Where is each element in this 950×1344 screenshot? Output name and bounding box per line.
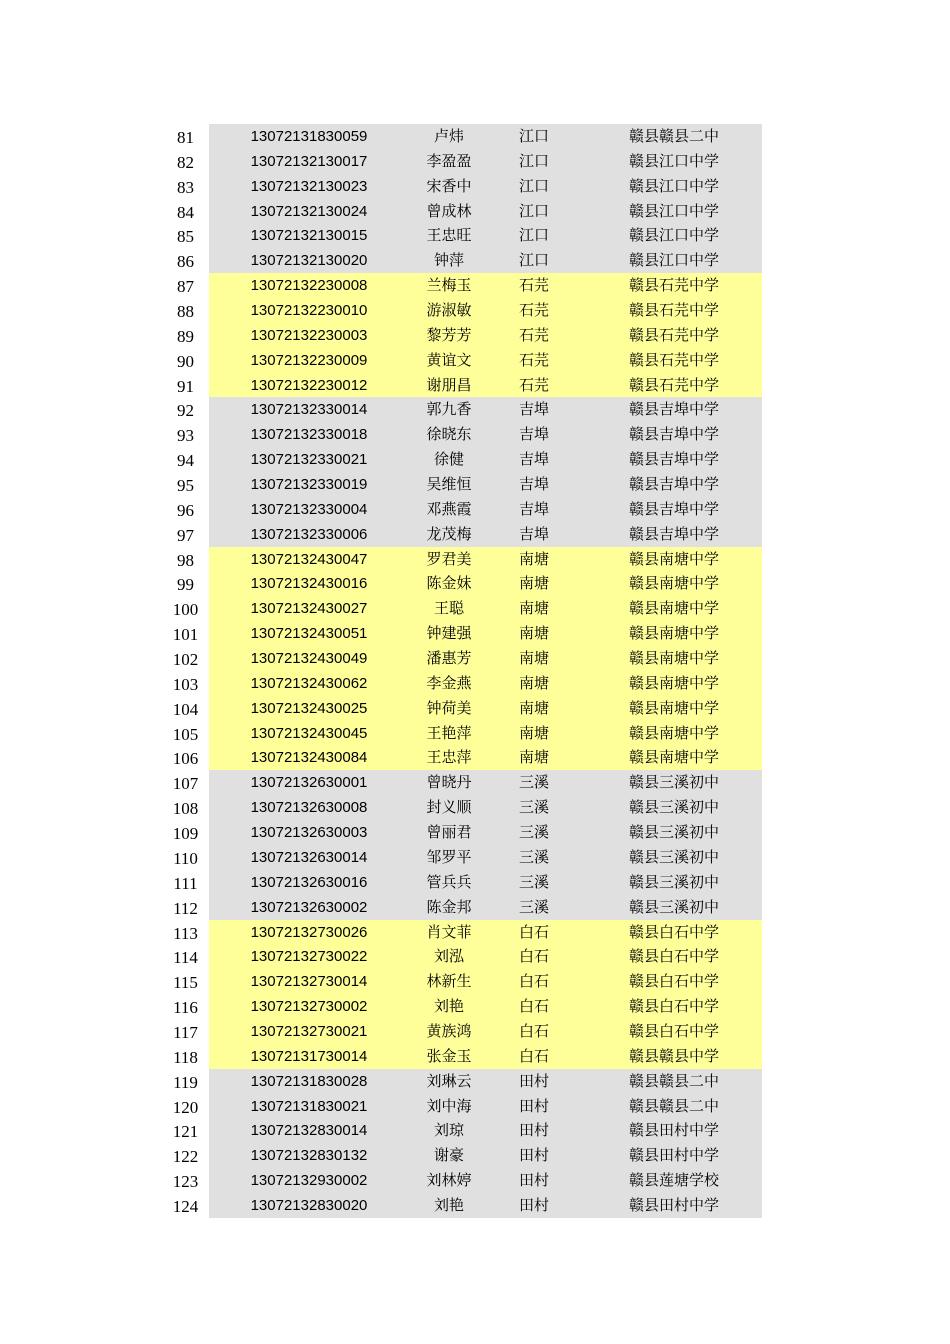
school-cell: 赣县吉埠中学 <box>628 425 719 444</box>
town-cell: 吉埠 <box>518 425 549 444</box>
candidate-id-cell: 13072132430047 <box>250 550 368 568</box>
candidate-id-cell: 13072132730014 <box>250 973 368 991</box>
row-number: 114 <box>162 944 209 969</box>
row-number: 113 <box>162 920 209 945</box>
school-cell: 赣县莲塘学校 <box>628 1171 719 1190</box>
school-cell: 赣县南塘中学 <box>628 649 719 668</box>
candidate-id-cell: 13072132630008 <box>250 799 368 817</box>
candidate-id-cell: 13072132230010 <box>250 302 368 320</box>
name-cell: 郭九香 <box>426 400 472 419</box>
candidate-id-cell: 13072132430051 <box>250 625 368 643</box>
candidate-id-cell: 13072131830059 <box>250 128 368 145</box>
row-number: 88 <box>162 298 209 323</box>
row-number: 98 <box>162 547 209 572</box>
table-row <box>162 795 762 820</box>
school-cell: 赣县三溪初中 <box>628 897 719 916</box>
candidate-id-cell: 13072132430062 <box>250 674 368 692</box>
candidate-id-cell: 13072131830028 <box>250 1072 368 1090</box>
row-number: 105 <box>162 721 209 746</box>
table-row <box>162 621 762 646</box>
name-cell: 谢豪 <box>433 1146 464 1165</box>
name-cell: 曾丽君 <box>426 823 472 842</box>
candidate-id-cell: 13072132630016 <box>250 873 368 891</box>
candidate-id-cell: 13072132430016 <box>250 575 368 593</box>
candidate-id-cell: 13072132630003 <box>250 824 368 842</box>
town-cell: 田村 <box>518 1071 549 1090</box>
candidate-id-cell: 13072132130023 <box>250 177 368 195</box>
name-cell: 刘琳云 <box>426 1071 472 1090</box>
row-number: 124 <box>162 1193 209 1218</box>
table-row <box>162 397 762 422</box>
name-cell: 钟荷美 <box>426 698 472 717</box>
town-cell: 田村 <box>518 1146 549 1165</box>
table-row <box>162 1118 762 1143</box>
row-number: 89 <box>162 323 209 348</box>
row-number: 81 <box>162 124 209 149</box>
town-cell: 江口 <box>518 151 549 170</box>
row-number: 108 <box>162 795 209 820</box>
table-row <box>162 199 762 224</box>
town-cell: 吉埠 <box>518 475 549 494</box>
school-cell: 赣县江口中学 <box>628 251 719 270</box>
row-number: 107 <box>162 770 209 795</box>
school-cell: 赣县白石中学 <box>628 947 719 966</box>
school-cell: 赣县南塘中学 <box>628 624 719 643</box>
school-cell: 赣县吉埠中学 <box>628 475 719 494</box>
school-cell: 赣县吉埠中学 <box>628 400 719 419</box>
school-cell: 赣县赣县二中 <box>628 127 719 145</box>
candidate-id-cell: 13072132730022 <box>250 948 368 966</box>
table-row <box>162 696 762 721</box>
row-number: 120 <box>162 1094 209 1119</box>
town-cell: 三溪 <box>518 773 549 792</box>
candidate-id-cell: 13072132130017 <box>250 152 368 170</box>
town-cell: 白石 <box>518 1021 549 1040</box>
candidate-id-cell: 13072132730021 <box>250 1022 368 1040</box>
town-cell: 吉埠 <box>518 400 549 419</box>
table-row <box>162 969 762 994</box>
name-cell: 刘林婷 <box>426 1171 472 1190</box>
candidate-id-cell: 13072132430025 <box>250 699 368 717</box>
name-cell: 管兵兵 <box>426 872 472 891</box>
table-row <box>162 447 762 472</box>
town-cell: 南塘 <box>518 624 549 643</box>
row-number: 104 <box>162 696 209 721</box>
table-row <box>162 1094 762 1119</box>
candidate-id-cell: 13072132730002 <box>250 998 368 1016</box>
row-number: 97 <box>162 522 209 547</box>
town-cell: 三溪 <box>518 823 549 842</box>
town-cell: 江口 <box>518 176 549 195</box>
town-cell: 南塘 <box>518 723 549 742</box>
row-number: 121 <box>162 1118 209 1143</box>
town-cell: 三溪 <box>518 847 549 866</box>
school-cell: 赣县石芫中学 <box>628 301 719 320</box>
candidate-id-cell: 13072132330004 <box>250 500 368 518</box>
row-number: 90 <box>162 348 209 373</box>
town-cell: 南塘 <box>518 549 549 568</box>
town-cell: 白石 <box>518 972 549 991</box>
name-cell: 刘泓 <box>433 947 464 966</box>
name-cell: 李盈盈 <box>426 151 472 170</box>
table-row <box>162 895 762 920</box>
candidate-id-cell: 13072131730014 <box>250 1047 368 1065</box>
school-cell: 赣县三溪初中 <box>628 872 719 891</box>
name-cell: 兰梅玉 <box>426 276 472 295</box>
town-cell: 江口 <box>518 201 549 220</box>
row-number: 93 <box>162 422 209 447</box>
town-cell: 石芫 <box>518 301 549 320</box>
name-cell: 潘惠芳 <box>426 649 472 668</box>
row-number: 85 <box>162 223 209 248</box>
name-cell: 钟建强 <box>426 624 472 643</box>
name-cell: 邹罗平 <box>426 847 472 866</box>
school-cell: 赣县三溪初中 <box>628 847 719 866</box>
name-cell: 肖文菲 <box>426 922 472 941</box>
row-number: 109 <box>162 820 209 845</box>
town-cell: 田村 <box>518 1121 549 1140</box>
town-cell: 江口 <box>518 127 549 145</box>
school-cell: 赣县南塘中学 <box>628 574 719 593</box>
name-cell: 邓燕霞 <box>426 499 472 518</box>
candidate-id-cell: 13072132830014 <box>250 1122 368 1140</box>
table-row <box>162 497 762 522</box>
table-row <box>162 547 762 572</box>
school-cell: 赣县赣县二中 <box>628 1096 719 1115</box>
table-row <box>162 944 762 969</box>
candidate-id-cell: 13072132630002 <box>250 898 368 916</box>
table-row <box>162 323 762 348</box>
row-number: 86 <box>162 248 209 273</box>
row-number: 116 <box>162 994 209 1019</box>
row-number: 102 <box>162 646 209 671</box>
school-cell: 赣县石芫中学 <box>628 375 719 394</box>
name-cell: 王忠旺 <box>426 226 472 245</box>
name-cell: 李金燕 <box>426 673 472 692</box>
town-cell: 石芫 <box>518 350 549 369</box>
table-row <box>162 671 762 696</box>
town-cell: 南塘 <box>518 698 549 717</box>
table-row <box>162 472 762 497</box>
school-cell: 赣县赣县二中 <box>628 1071 719 1090</box>
name-cell: 徐健 <box>433 450 464 469</box>
name-cell: 刘中海 <box>426 1096 472 1115</box>
row-number: 103 <box>162 671 209 696</box>
town-cell: 白石 <box>518 922 549 941</box>
candidate-id-cell: 13072131830021 <box>250 1097 368 1115</box>
school-cell: 赣县吉埠中学 <box>628 524 719 543</box>
town-cell: 南塘 <box>518 649 549 668</box>
school-cell: 赣县南塘中学 <box>628 549 719 568</box>
row-number: 115 <box>162 969 209 994</box>
name-cell: 罗君美 <box>426 549 472 568</box>
row-number: 118 <box>162 1044 209 1069</box>
name-cell: 钟萍 <box>433 251 464 270</box>
candidate-id-cell: 13072132930002 <box>250 1172 368 1190</box>
table-row <box>162 571 762 596</box>
row-number: 95 <box>162 472 209 497</box>
candidate-id-cell: 13072132430045 <box>250 724 368 742</box>
candidate-id-cell: 13072132330021 <box>250 451 368 469</box>
name-cell: 曾晓丹 <box>426 773 472 792</box>
town-cell: 田村 <box>518 1171 549 1190</box>
table-row <box>162 248 762 273</box>
row-number: 87 <box>162 273 209 298</box>
row-number: 101 <box>162 621 209 646</box>
school-cell: 赣县石芫中学 <box>628 350 719 369</box>
table-row <box>162 920 762 945</box>
table-row <box>162 596 762 621</box>
candidate-id-cell: 13072132330019 <box>250 476 368 494</box>
town-cell: 白石 <box>518 997 549 1016</box>
school-cell: 赣县白石中学 <box>628 1021 719 1040</box>
candidate-id-cell: 13072132430027 <box>250 600 368 618</box>
table-row <box>162 422 762 447</box>
school-cell: 赣县三溪初中 <box>628 823 719 842</box>
table-row <box>162 646 762 671</box>
row-number: 94 <box>162 447 209 472</box>
row-number: 96 <box>162 497 209 522</box>
name-cell: 陈金邦 <box>426 897 472 916</box>
school-cell: 赣县南塘中学 <box>628 673 719 692</box>
row-number: 84 <box>162 199 209 224</box>
name-cell: 黄谊文 <box>426 350 472 369</box>
row-number: 123 <box>162 1168 209 1193</box>
table-row <box>162 348 762 373</box>
candidate-id-cell: 13072132330014 <box>250 401 368 419</box>
name-cell: 封义顺 <box>426 798 472 817</box>
school-cell: 赣县田村中学 <box>628 1195 719 1214</box>
town-cell: 三溪 <box>518 872 549 891</box>
table-row <box>162 522 762 547</box>
row-number: 119 <box>162 1069 209 1094</box>
name-cell: 刘艳 <box>433 1195 464 1214</box>
name-cell: 吴维恒 <box>426 475 472 494</box>
table-row <box>162 149 762 174</box>
table-row <box>162 273 762 298</box>
school-cell: 赣县南塘中学 <box>628 599 719 618</box>
candidate-id-cell: 13072132130015 <box>250 227 368 245</box>
town-cell: 南塘 <box>518 748 549 767</box>
school-cell: 赣县南塘中学 <box>628 698 719 717</box>
town-cell: 江口 <box>518 226 549 245</box>
school-cell: 赣县白石中学 <box>628 972 719 991</box>
school-cell: 赣县江口中学 <box>628 201 719 220</box>
name-cell: 曾成林 <box>426 201 472 220</box>
name-cell: 张金玉 <box>426 1046 472 1065</box>
candidate-id-cell: 13072132230012 <box>250 376 368 394</box>
school-cell: 赣县吉埠中学 <box>628 450 719 469</box>
table-row <box>162 1143 762 1168</box>
row-number: 83 <box>162 174 209 199</box>
candidate-id-cell: 13072132630001 <box>250 774 368 792</box>
candidate-id-cell: 13072132330018 <box>250 426 368 444</box>
town-cell: 白石 <box>518 947 549 966</box>
town-cell: 南塘 <box>518 673 549 692</box>
name-cell: 王聪 <box>433 599 464 618</box>
table-row <box>162 1168 762 1193</box>
name-cell: 卢炜 <box>433 127 464 145</box>
row-number: 92 <box>162 397 209 422</box>
name-cell: 王忠萍 <box>426 748 472 767</box>
name-cell: 王艳萍 <box>426 723 472 742</box>
table-row <box>162 1044 762 1069</box>
name-cell: 刘艳 <box>433 997 464 1016</box>
table-row <box>162 870 762 895</box>
name-cell: 陈金妹 <box>426 574 472 593</box>
school-cell: 赣县白石中学 <box>628 922 719 941</box>
table-row <box>162 1019 762 1044</box>
row-number: 100 <box>162 596 209 621</box>
row-number: 112 <box>162 895 209 920</box>
town-cell: 石芫 <box>518 325 549 344</box>
row-number: 111 <box>162 870 209 895</box>
table-row <box>162 770 762 795</box>
town-cell: 南塘 <box>518 574 549 593</box>
table-row <box>162 298 762 323</box>
school-cell: 赣县田村中学 <box>628 1146 719 1165</box>
table-row <box>162 174 762 199</box>
school-cell: 赣县石芫中学 <box>628 325 719 344</box>
school-cell: 赣县南塘中学 <box>628 748 719 767</box>
town-cell: 吉埠 <box>518 450 549 469</box>
town-cell: 田村 <box>518 1096 549 1115</box>
school-cell: 赣县白石中学 <box>628 997 719 1016</box>
candidate-id-cell: 13072132230008 <box>250 277 368 295</box>
school-cell: 赣县三溪初中 <box>628 798 719 817</box>
table-row <box>162 745 762 770</box>
table-row <box>162 721 762 746</box>
name-cell: 徐晓东 <box>426 425 472 444</box>
town-cell: 白石 <box>518 1046 549 1065</box>
school-cell: 赣县江口中学 <box>628 176 719 195</box>
row-number: 117 <box>162 1019 209 1044</box>
candidate-id-cell: 13072132830132 <box>250 1147 368 1165</box>
name-cell: 谢朋昌 <box>426 375 472 394</box>
town-cell: 江口 <box>518 251 549 270</box>
town-cell: 石芫 <box>518 375 549 394</box>
candidate-id-cell: 13072132430084 <box>250 749 368 767</box>
table-row <box>162 994 762 1019</box>
school-cell: 赣县石芫中学 <box>628 276 719 295</box>
table-row <box>162 1069 762 1094</box>
table-row <box>162 1193 762 1218</box>
name-cell: 黎芳芳 <box>426 325 472 344</box>
candidate-id-cell: 13072132730026 <box>250 923 368 941</box>
school-cell: 赣县南塘中学 <box>628 723 719 742</box>
candidate-id-cell: 13072132330006 <box>250 525 368 543</box>
name-cell: 黄族鸿 <box>426 1021 472 1040</box>
row-number: 99 <box>162 571 209 596</box>
candidate-id-cell: 13072132830020 <box>250 1196 368 1214</box>
candidate-id-cell: 13072132230009 <box>250 351 368 369</box>
row-number: 106 <box>162 745 209 770</box>
table-row <box>162 223 762 248</box>
school-cell: 赣县田村中学 <box>628 1121 719 1140</box>
name-cell: 龙茂梅 <box>426 524 472 543</box>
town-cell: 南塘 <box>518 599 549 618</box>
name-cell: 刘琼 <box>433 1121 464 1140</box>
row-number: 82 <box>162 149 209 174</box>
table-row <box>162 820 762 845</box>
school-cell: 赣县三溪初中 <box>628 773 719 792</box>
town-cell: 三溪 <box>518 897 549 916</box>
school-cell: 赣县吉埠中学 <box>628 499 719 518</box>
row-number: 91 <box>162 373 209 398</box>
town-cell: 石芫 <box>518 276 549 295</box>
town-cell: 三溪 <box>518 798 549 817</box>
candidate-id-cell: 13072132130020 <box>250 252 368 270</box>
school-cell: 赣县江口中学 <box>628 151 719 170</box>
roster-table <box>162 124 762 1218</box>
row-number: 110 <box>162 845 209 870</box>
candidate-id-cell: 13072132430049 <box>250 650 368 668</box>
name-cell: 林新生 <box>426 972 472 991</box>
row-number: 122 <box>162 1143 209 1168</box>
table-row <box>162 373 762 398</box>
candidate-id-cell: 13072132230003 <box>250 326 368 344</box>
table-row <box>162 124 762 149</box>
school-cell: 赣县江口中学 <box>628 226 719 245</box>
candidate-id-cell: 13072132130024 <box>250 202 368 220</box>
town-cell: 吉埠 <box>518 524 549 543</box>
candidate-id-cell: 13072132630014 <box>250 848 368 866</box>
town-cell: 田村 <box>518 1195 549 1214</box>
name-cell: 游淑敏 <box>426 301 472 320</box>
table-row <box>162 845 762 870</box>
town-cell: 吉埠 <box>518 499 549 518</box>
school-cell: 赣县赣县中学 <box>628 1046 719 1065</box>
name-cell: 宋香中 <box>426 176 472 195</box>
